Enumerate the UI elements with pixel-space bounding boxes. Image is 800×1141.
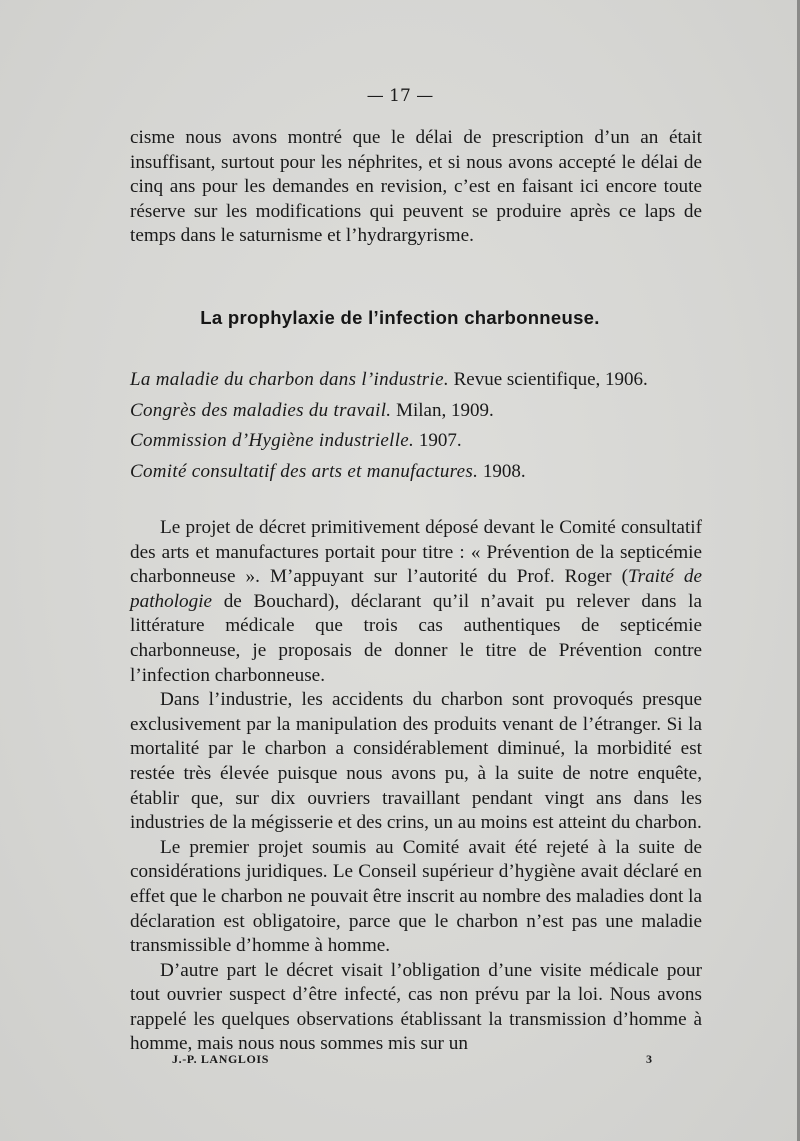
body-paragraph-3: Le premier projet soumis au Comité avait été rejeté à la suite de considérations juridiques. Le Conseil supérieur d’hygiène avait déclaré en effet que le charbon ne pouvait être inscrit au nombre des maladies dont la déclaration est obligatoire, parce que le charbon n’est pas une maladie transmissible d’homme à homme. xyxy=(130,836,702,957)
body-paragraph-1-part-a: Le projet de décret primitivement déposé devant le Comité consultatif des arts et manufactures portait pour titre : « Prévention de la septicémie charbonneuse ». M’appuyant sur l’autorité du Prof. Roger ( xyxy=(130,517,702,588)
body-paragraph-2: Dans l’industrie, les accidents du charbon sont provoqués presque exclusivement par la manipulation des produits venant de l’étranger. Si la mortalité par le charbon a considérablement diminué, la morbidité est restée très élevée puisque nous avons pu, à la suite de notre enquête, établir que, sur dix ouvriers travaillant pendant vingt ans dans les industries de la mégisserie et des crins, un au moins est atteint du charbon. xyxy=(130,689,702,834)
footer-author: J.-P. LANGLOIS xyxy=(172,1052,269,1066)
reference-item xyxy=(130,426,702,457)
reference-title: Congrès des maladies du travail. xyxy=(130,399,392,421)
footer-signature: 3 xyxy=(646,1052,652,1066)
section-heading: La prophylaxie de l’infection charbonneuse. xyxy=(200,307,600,328)
reference-item xyxy=(130,365,702,396)
body-paragraph-4: D’autre part le décret visait l’obligation d’une visite médicale pour tout ouvrier suspect d’être infecté, cas non prévu par la loi. Nous avons rappelé les quelques observations établissant la transmission d’homme à homme, mais nous nous sommes mis sur un xyxy=(130,959,702,1055)
top-paragraph: cisme nous avons montré que le délai de prescription d’un an était insuffisant, surtout pour les néphrites, et si nous avons accepté le délai de cinq ans pour les demandes en revision, c’est en faisant ici encore toute réserve sur les modifications qui peuvent se produire après ce laps de temps dans le saturnisme et l’hydrargyrisme. xyxy=(130,127,702,247)
reference-detail: Milan, 1909. xyxy=(391,399,494,421)
reference-title: Comité consultatif des arts et manufactures. xyxy=(130,460,479,482)
top-paragraph-block xyxy=(130,126,702,249)
reference-detail: Revue scientifique, 1906. xyxy=(448,369,648,390)
body-paragraph-1 xyxy=(130,516,702,688)
reference-item xyxy=(130,396,702,427)
page-number: — 17 — xyxy=(366,86,434,106)
book-title: Traité de pathologie xyxy=(130,566,702,612)
reference-detail: 1908. xyxy=(478,460,526,482)
reference-title: La maladie du charbon dans l’industrie. xyxy=(130,369,449,390)
reference-detail: 1907. xyxy=(414,430,462,451)
reference-list xyxy=(130,365,702,487)
reference-title: Commission d’Hygiène industrielle. xyxy=(130,430,415,451)
body-text xyxy=(130,516,702,1057)
body-paragraph-1-part-b: de Bouchard), déclarant qu’il n’avait pu relever dans la littérature médicale que trois cas authentiques de septicémie charbonneuse, je proposais de donner le titre de Prévention contre l’infection charbonneuse. xyxy=(130,590,702,686)
reference-item xyxy=(130,457,702,488)
